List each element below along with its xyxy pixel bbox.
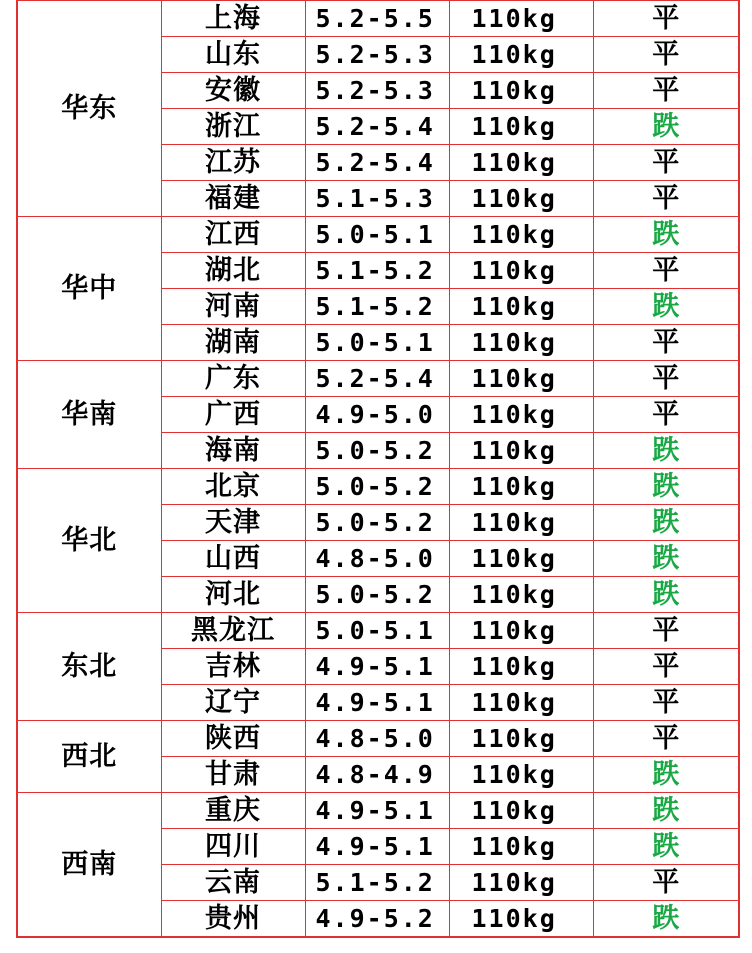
trend-cell: 平 bbox=[593, 73, 739, 109]
region-name-cell: 华中 bbox=[17, 217, 161, 361]
price-range-cell: 5.0-5.2 bbox=[305, 433, 449, 469]
price-range-cell: 5.2-5.3 bbox=[305, 37, 449, 73]
trend-cell: 跌 bbox=[593, 505, 739, 541]
weight-cell: 110kg bbox=[449, 793, 593, 829]
weight-cell: 110kg bbox=[449, 685, 593, 721]
weight-cell: 110kg bbox=[449, 433, 593, 469]
price-range-cell: 5.2-5.3 bbox=[305, 73, 449, 109]
weight-cell: 110kg bbox=[449, 253, 593, 289]
weight-cell: 110kg bbox=[449, 73, 593, 109]
weight-cell: 110kg bbox=[449, 901, 593, 938]
province-cell: 浙江 bbox=[161, 109, 305, 145]
province-cell: 吉林 bbox=[161, 649, 305, 685]
price-range-cell: 4.9-5.1 bbox=[305, 829, 449, 865]
trend-cell: 平 bbox=[593, 649, 739, 685]
price-range-cell: 5.1-5.3 bbox=[305, 181, 449, 217]
trend-cell: 跌 bbox=[593, 829, 739, 865]
weight-cell: 110kg bbox=[449, 109, 593, 145]
trend-cell: 跌 bbox=[593, 577, 739, 613]
trend-cell: 跌 bbox=[593, 757, 739, 793]
province-cell: 四川 bbox=[161, 829, 305, 865]
table-row bbox=[17, 721, 739, 757]
price-range-cell: 4.9-5.1 bbox=[305, 685, 449, 721]
price-range-cell: 4.9-5.1 bbox=[305, 649, 449, 685]
region-name-cell: 西北 bbox=[17, 721, 161, 793]
province-cell: 山东 bbox=[161, 37, 305, 73]
table-row bbox=[17, 1, 739, 37]
price-range-cell: 4.9-5.1 bbox=[305, 793, 449, 829]
region-name-cell: 东北 bbox=[17, 613, 161, 721]
weight-cell: 110kg bbox=[449, 541, 593, 577]
weight-cell: 110kg bbox=[449, 577, 593, 613]
price-range-cell: 5.1-5.2 bbox=[305, 289, 449, 325]
trend-cell: 平 bbox=[593, 181, 739, 217]
trend-cell: 跌 bbox=[593, 217, 739, 253]
trend-cell: 跌 bbox=[593, 433, 739, 469]
weight-cell: 110kg bbox=[449, 361, 593, 397]
province-cell: 黑龙江 bbox=[161, 613, 305, 649]
province-cell: 安徽 bbox=[161, 73, 305, 109]
province-cell: 广东 bbox=[161, 361, 305, 397]
table-row bbox=[17, 217, 739, 253]
trend-cell: 跌 bbox=[593, 901, 739, 938]
trend-cell: 跌 bbox=[593, 109, 739, 145]
trend-cell: 平 bbox=[593, 37, 739, 73]
province-cell: 河南 bbox=[161, 289, 305, 325]
weight-cell: 110kg bbox=[449, 505, 593, 541]
trend-cell: 平 bbox=[593, 685, 739, 721]
trend-cell: 跌 bbox=[593, 289, 739, 325]
province-cell: 海南 bbox=[161, 433, 305, 469]
weight-cell: 110kg bbox=[449, 613, 593, 649]
province-cell: 北京 bbox=[161, 469, 305, 505]
price-range-cell: 4.8-5.0 bbox=[305, 541, 449, 577]
province-cell: 贵州 bbox=[161, 901, 305, 938]
price-range-cell: 5.0-5.1 bbox=[305, 217, 449, 253]
weight-cell: 110kg bbox=[449, 829, 593, 865]
weight-cell: 110kg bbox=[449, 1, 593, 37]
region-name-cell: 华南 bbox=[17, 361, 161, 469]
price-range-cell: 5.2-5.5 bbox=[305, 1, 449, 37]
price-range-cell: 5.1-5.2 bbox=[305, 865, 449, 901]
trend-cell: 跌 bbox=[593, 793, 739, 829]
trend-cell: 平 bbox=[593, 253, 739, 289]
weight-cell: 110kg bbox=[449, 469, 593, 505]
weight-cell: 110kg bbox=[449, 217, 593, 253]
trend-cell: 平 bbox=[593, 865, 739, 901]
weight-cell: 110kg bbox=[449, 181, 593, 217]
region-name-cell: 华东 bbox=[17, 1, 161, 217]
province-cell: 福建 bbox=[161, 181, 305, 217]
price-range-cell: 5.2-5.4 bbox=[305, 109, 449, 145]
trend-cell: 平 bbox=[593, 145, 739, 181]
price-range-cell: 4.9-5.0 bbox=[305, 397, 449, 433]
pig-price-table bbox=[16, 0, 740, 938]
table-row bbox=[17, 469, 739, 505]
trend-cell: 平 bbox=[593, 1, 739, 37]
province-cell: 辽宁 bbox=[161, 685, 305, 721]
weight-cell: 110kg bbox=[449, 397, 593, 433]
province-cell: 河北 bbox=[161, 577, 305, 613]
price-range-cell: 5.0-5.2 bbox=[305, 469, 449, 505]
province-cell: 湖南 bbox=[161, 325, 305, 361]
price-range-cell: 5.0-5.1 bbox=[305, 325, 449, 361]
trend-cell: 平 bbox=[593, 613, 739, 649]
trend-cell: 平 bbox=[593, 721, 739, 757]
price-range-cell: 5.2-5.4 bbox=[305, 361, 449, 397]
price-range-cell: 5.0-5.1 bbox=[305, 613, 449, 649]
province-cell: 广西 bbox=[161, 397, 305, 433]
weight-cell: 110kg bbox=[449, 145, 593, 181]
region-name-cell: 华北 bbox=[17, 469, 161, 613]
price-range-cell: 5.0-5.2 bbox=[305, 577, 449, 613]
price-range-cell: 4.8-5.0 bbox=[305, 721, 449, 757]
region-name-cell: 西南 bbox=[17, 793, 161, 938]
province-cell: 重庆 bbox=[161, 793, 305, 829]
province-cell: 上海 bbox=[161, 1, 305, 37]
trend-cell: 跌 bbox=[593, 469, 739, 505]
table-row bbox=[17, 361, 739, 397]
province-cell: 山西 bbox=[161, 541, 305, 577]
weight-cell: 110kg bbox=[449, 649, 593, 685]
trend-cell: 跌 bbox=[593, 541, 739, 577]
weight-cell: 110kg bbox=[449, 721, 593, 757]
price-range-cell: 5.0-5.2 bbox=[305, 505, 449, 541]
weight-cell: 110kg bbox=[449, 289, 593, 325]
table-body bbox=[17, 1, 739, 938]
weight-cell: 110kg bbox=[449, 757, 593, 793]
trend-cell: 平 bbox=[593, 397, 739, 433]
province-cell: 天津 bbox=[161, 505, 305, 541]
table-row bbox=[17, 793, 739, 829]
province-cell: 湖北 bbox=[161, 253, 305, 289]
price-range-cell: 4.8-4.9 bbox=[305, 757, 449, 793]
price-range-cell: 5.2-5.4 bbox=[305, 145, 449, 181]
table-row bbox=[17, 613, 739, 649]
price-range-cell: 4.9-5.2 bbox=[305, 901, 449, 938]
weight-cell: 110kg bbox=[449, 865, 593, 901]
province-cell: 江苏 bbox=[161, 145, 305, 181]
province-cell: 江西 bbox=[161, 217, 305, 253]
trend-cell: 平 bbox=[593, 361, 739, 397]
trend-cell: 平 bbox=[593, 325, 739, 361]
province-cell: 陕西 bbox=[161, 721, 305, 757]
weight-cell: 110kg bbox=[449, 37, 593, 73]
weight-cell: 110kg bbox=[449, 325, 593, 361]
province-cell: 甘肃 bbox=[161, 757, 305, 793]
province-cell: 云南 bbox=[161, 865, 305, 901]
price-range-cell: 5.1-5.2 bbox=[305, 253, 449, 289]
